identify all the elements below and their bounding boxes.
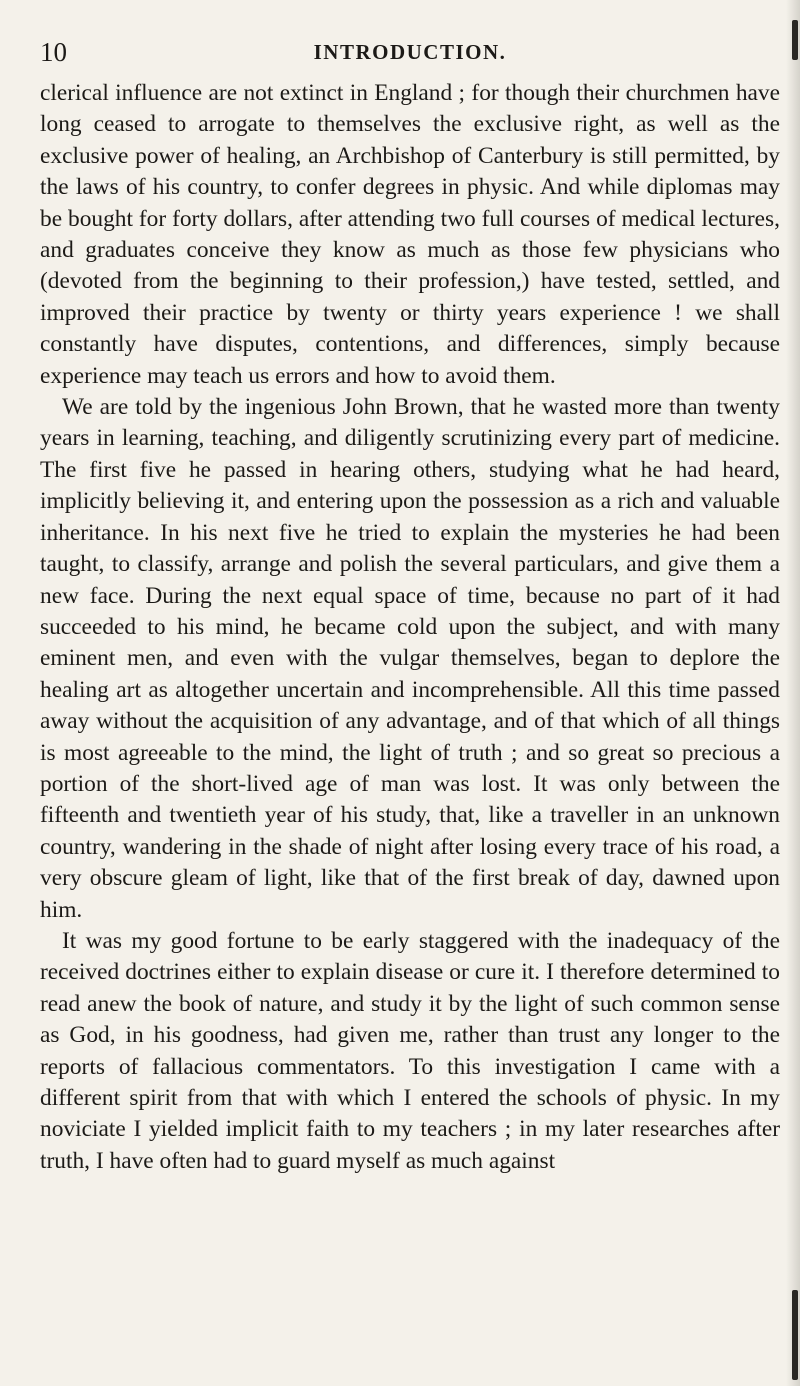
- paragraph-my-fortune: It was my good fortune to be early staggered with the inadequacy of the received doctrines either to explain disease or cure it. I therefore determined to read anew the book of nature, and study it by the light of such common sense as God, in his goodness, had given me, rather than trust any longer to the reports of fallacious commentators. To this investigation I came with a different spirit from that with which I entered the schools of physic. In my noviciate I yielded implicit faith to my teachers ; in my later researches after truth, I have often had to guard myself as much against: [40, 927, 780, 1174]
- body-text: [40, 78, 780, 1177]
- page-edge-shadow: [786, 0, 800, 1386]
- page-edge-mark: [792, 1290, 798, 1380]
- page-edge-mark: [792, 20, 798, 60]
- page-header: [40, 32, 780, 72]
- page-number: 10: [40, 37, 67, 67]
- paragraph-john-brown: We are told by the ingenious John Brown, that he wasted more than twenty years in learning, teaching, and diligently scrutinizing every part of medicine. The first five he passed in hearing others, studying what he had heard, implicitly believing it, and entering upon the possession as a rich and valuable inheritance. In his next five he tried to explain the mysteries he had been taught, to classify, arrange and polish the several particulars, and give them a new face. During the next equal space of time, because no part of it had succeeded to his mind, he became cold upon the subject, and with many eminent men, and even with the vulgar themselves, began to deplore the healing art as altogether uncertain and incomprehensible. All this time passed away without the acquisition of any advantage, and of that which of all things is most agreeable to the mind, the light of truth ; and so great so precious a portion of the short-lived age of man was lost. It was only between the fifteenth and twentieth year of his study, that, like a traveller in an unknown country, wandering in the shade of night after losing every trace of his road, a very obscure gleam of light, like that of the first break of day, dawned upon him.: [40, 394, 780, 923]
- paragraph-continued: clerical influence are not extinct in England ; for though their churchmen have long ceased to arrogate to themselves the exclusive right, as well as the exclusive power of healing, an Archbishop of Canterbury is still permitted, by the laws of his country, to confer degrees in physic. And while diplomas may be bought for forty dollars, after attending two full courses of medical lectures, and graduates conceive they know as much as those few physicians who (devoted from the beginning to their profession,) have tested, settled, and improved their practice by twenty or thirty years experience ! we shall constantly have disputes, contentions, and differences, simply because experience may teach us errors and how to avoid them.: [40, 80, 780, 389]
- running-head: INTRODUCTION.: [313, 40, 507, 64]
